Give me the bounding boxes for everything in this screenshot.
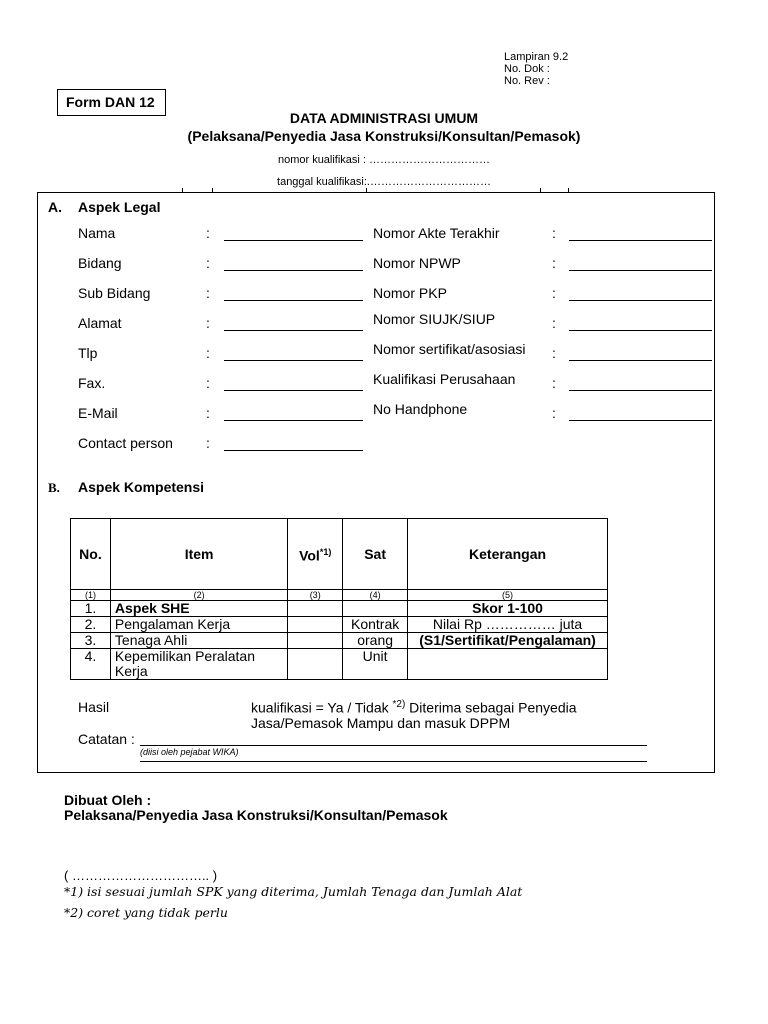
page-title: DATA ADMINISTRASI UMUM — [289, 110, 479, 126]
kualifikasi-input-line[interactable] — [569, 390, 712, 391]
section-b-letter: B. — [48, 480, 60, 495]
frame-tick — [540, 188, 541, 192]
table-row — [71, 633, 608, 649]
frame-tick — [212, 188, 213, 192]
table-row — [71, 601, 608, 617]
catatan-input-line-2[interactable] — [140, 761, 647, 762]
tlp-input-line[interactable] — [224, 360, 363, 361]
field-colon: : — [206, 345, 210, 361]
dibuat-oleh-label: Dibuat Oleh : — [64, 792, 152, 808]
row-sat: Unit — [343, 649, 408, 680]
frame-tick — [568, 188, 569, 192]
field-colon: : — [206, 255, 210, 271]
alamat-input-line[interactable] — [224, 330, 363, 331]
nomor-kualifikasi: nomor kualifikasi : …………………………… — [277, 154, 491, 166]
header-vol-text: Vol — [299, 547, 320, 564]
frame-tick — [182, 188, 183, 192]
row-item: Tenaga Ahli — [110, 633, 287, 649]
signature-placeholder: ( ………………………….. ) — [64, 868, 218, 883]
field-colon: : — [552, 405, 556, 421]
header-vol-sup: *1) — [319, 546, 332, 557]
row-keterangan: Nilai Rp …………… juta — [408, 617, 608, 633]
frame-bottom-line — [37, 772, 715, 773]
row-no: 3. — [71, 633, 111, 649]
catatan-label: Catatan : — [78, 731, 135, 747]
table-column-number-row — [71, 590, 608, 601]
field-colon: : — [206, 435, 210, 451]
row-sat — [343, 601, 408, 617]
fax-input-line[interactable] — [224, 390, 363, 391]
header-vol — [288, 519, 343, 590]
row-item: Pengalaman Kerja — [110, 617, 287, 633]
hasil-sup: *2) — [392, 699, 406, 710]
row-sat: Kontrak — [343, 617, 408, 633]
frame-top-line — [37, 192, 715, 193]
footnote-2: *2) coret yang tidak perlu — [64, 905, 228, 920]
field-label-email: E-Mail — [78, 405, 118, 421]
field-label-kualifikasi: Kualifikasi Perusahaan — [373, 371, 516, 387]
akte-input-line[interactable] — [569, 240, 712, 241]
header-no: No. — [71, 519, 111, 590]
dibuat-oleh-entity: Pelaksana/Penyedia Jasa Konstruksi/Konsultan/Pemasok — [64, 807, 448, 823]
col-number: (5) — [408, 590, 608, 601]
field-colon: : — [206, 315, 210, 331]
npwp-input-line[interactable] — [569, 270, 712, 271]
row-vol[interactable] — [288, 633, 343, 649]
section-b-title: Aspek Kompetensi — [78, 479, 205, 495]
header-item: Item — [110, 519, 287, 590]
section-a-title: Aspek Legal — [78, 199, 161, 215]
col-number: (4) — [343, 590, 408, 601]
handphone-input-line[interactable] — [569, 420, 712, 421]
field-colon: : — [206, 225, 210, 241]
siujk-input-line[interactable] — [569, 330, 712, 331]
field-label-fax: Fax. — [78, 375, 106, 391]
table-row — [71, 649, 608, 680]
field-label-siujk: Nomor SIUJK/SIUP — [373, 311, 496, 327]
sub-bidang-input-line[interactable] — [224, 300, 363, 301]
header-keterangan: Keterangan — [408, 519, 608, 590]
frame-left-line — [37, 192, 38, 772]
field-label-sertifikat: Nomor sertifikat/asosiasi — [373, 341, 526, 357]
nama-input-line[interactable] — [224, 240, 363, 241]
hasil-text-line1 — [251, 699, 577, 716]
table-row — [71, 617, 608, 633]
row-no: 1. — [71, 601, 111, 617]
field-colon: : — [206, 285, 210, 301]
row-sat: orang — [343, 633, 408, 649]
frame-right-line — [714, 192, 715, 772]
field-colon: : — [206, 405, 210, 421]
page-subtitle: (Pelaksana/Penyedia Jasa Konstruksi/Konsultan/Pemasok) — [187, 128, 581, 144]
no-dok-label: No. Dok : — [504, 63, 550, 75]
frame-tick — [366, 188, 367, 192]
field-colon: : — [552, 255, 556, 271]
row-no: 2. — [71, 617, 111, 633]
field-label-handphone: No Handphone — [373, 401, 468, 417]
field-colon: : — [552, 345, 556, 361]
field-label-pkp: Nomor PKP — [373, 285, 447, 301]
field-label-tlp: Tlp — [78, 345, 98, 361]
contact-person-input-line[interactable] — [224, 450, 363, 451]
field-label-alamat: Alamat — [78, 315, 122, 331]
email-input-line[interactable] — [224, 420, 363, 421]
row-keterangan: (S1/Sertifikat/Pengalaman) — [408, 633, 608, 649]
field-label-bidang: Bidang — [78, 255, 122, 271]
form-label-box: Form DAN 12 — [57, 89, 166, 116]
field-colon: : — [552, 285, 556, 301]
tanggal-kualifikasi: tanggal kualifikasi:.…………………………… — [277, 176, 491, 188]
pkp-input-line[interactable] — [569, 300, 712, 301]
row-item: Kepemilikan Peralatan Kerja — [110, 649, 287, 680]
footnote-1: *1) isi sesuai jumlah SPK yang diterima, Jumlah Tenaga dan Jumlah Alat — [64, 884, 523, 899]
row-item: Aspek SHE — [110, 601, 287, 617]
field-label-akte: Nomor Akte Terakhir — [373, 225, 500, 241]
kompetensi-table — [70, 518, 608, 680]
bidang-input-line[interactable] — [224, 270, 363, 271]
catatan-note: (diisi oleh pejabat WIKA) — [140, 747, 239, 757]
no-rev-label: No. Rev : — [504, 75, 550, 87]
field-colon: : — [552, 375, 556, 391]
row-vol[interactable] — [288, 617, 343, 633]
col-number: (2) — [110, 590, 287, 601]
field-label-nama: Nama — [78, 225, 116, 241]
field-colon: : — [206, 375, 210, 391]
section-a-letter: A. — [48, 199, 62, 215]
hasil-text-line2: Jasa/Pemasok Mampu dan masuk DPPM — [251, 715, 511, 731]
field-label-contact-person: Contact person — [78, 435, 173, 451]
row-vol[interactable] — [288, 601, 343, 617]
table-header-row — [71, 519, 608, 590]
header-sat: Sat — [343, 519, 408, 590]
hasil-suffix: Diterima sebagai Penyedia — [405, 699, 577, 716]
row-vol[interactable] — [288, 649, 343, 680]
row-no: 4. — [71, 649, 111, 680]
field-label-sub-bidang: Sub Bidang — [78, 285, 151, 301]
hasil-prefix: kualifikasi = Ya / Tidak — [251, 699, 393, 716]
row-keterangan: Skor 1-100 — [408, 601, 608, 617]
catatan-input-line[interactable] — [140, 745, 647, 746]
field-colon: : — [552, 315, 556, 331]
col-number: (3) — [288, 590, 343, 601]
col-number: (1) — [71, 590, 111, 601]
hasil-label: Hasil — [78, 699, 110, 715]
field-label-npwp: Nomor NPWP — [373, 255, 461, 271]
lampiran-label: Lampiran 9.2 — [504, 51, 569, 63]
row-keterangan — [408, 649, 608, 680]
field-colon: : — [552, 225, 556, 241]
sertifikat-input-line[interactable] — [569, 360, 712, 361]
